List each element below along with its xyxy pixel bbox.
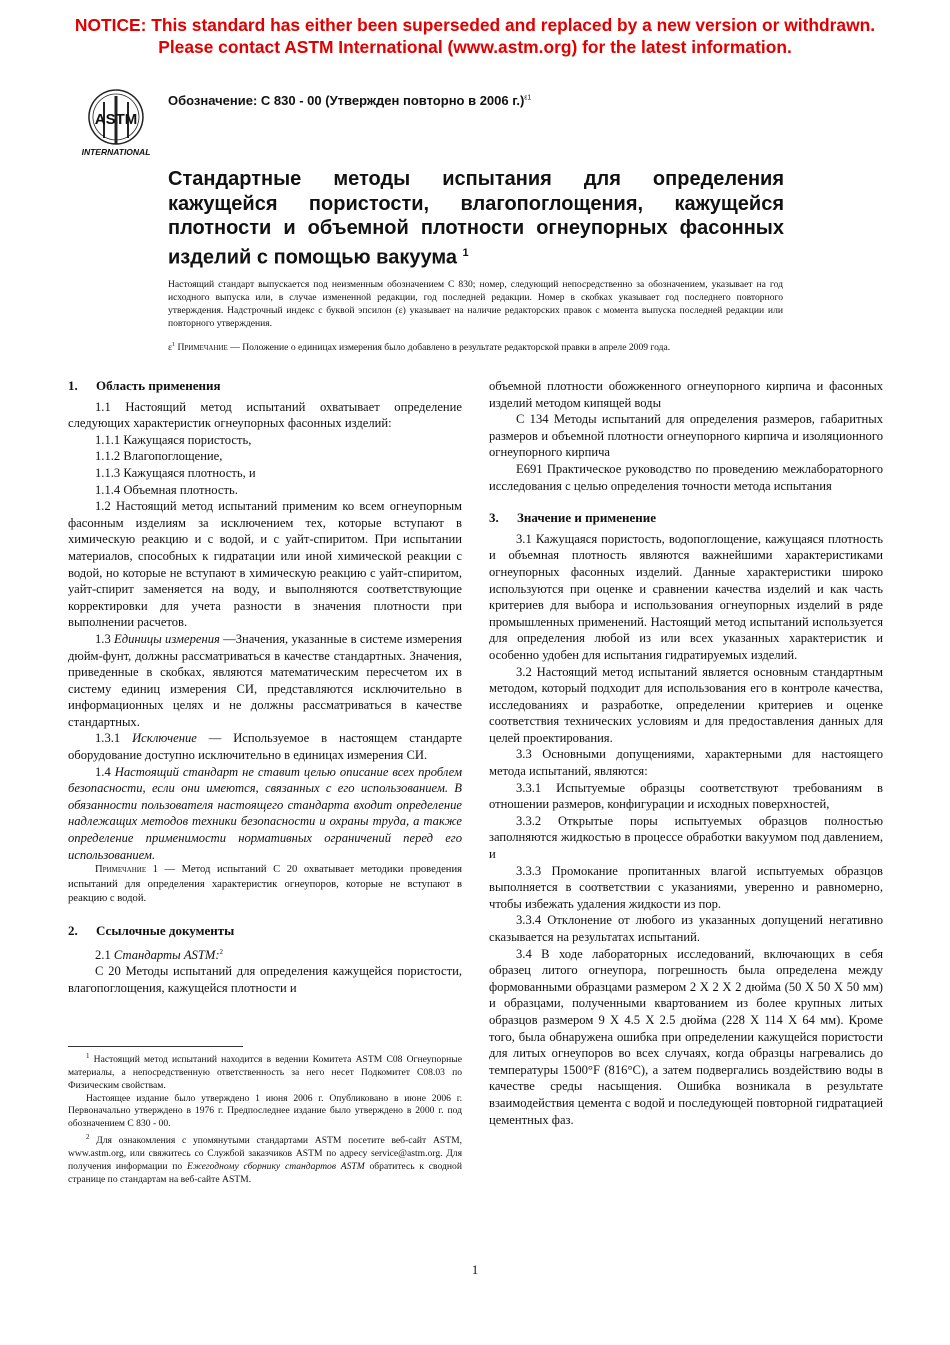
section-2-heading: 2. Ссылочные документы — [68, 923, 235, 938]
svg-text:ASTM: ASTM — [94, 111, 138, 128]
paragraph-3-4: 3.4 В ходе лабораторных исследований, включающих в себя образец литого огнеупора, погрешность была определена между формованными образцами размером 2 X 2 X 2 дюйма (50 X 50 X 50 мм) и образцами, полученными квартованием из более крупных литых образцов размером 9 X 4.5 X 2.5 дюйма (228 X 114 X 64 мм). Кроме того, была обнаружена ошибка при определении кажущейся пористости для литых огнеупоров во всех случаях, когда образцы нагревались до температуры 1500°F (816°C), а затем подвергались воздействию воды в качестве среды насыщения. Ошибка возникала в результате взаимодействия цемента с водой и последующей повторной гидратацией цементных фаз. — [489, 946, 883, 1127]
list-item: 1.1.3 Кажущаяся плотность, и — [95, 465, 256, 480]
editorial-note: $\varepsilon^1$ Примечание — Положение о единицах измерения было добавлено в результате редакторской правки в апреле 2009 года. — [168, 342, 671, 354]
paragraph-3-3: 3.3 Основными допущениями, характерными для настоящего метода испытаний, являются: — [489, 747, 883, 779]
footnote-divider — [68, 1046, 243, 1047]
left-column — [68, 378, 462, 997]
list-item: 1.1.2 Влагопоглощение, — [95, 449, 223, 464]
notice-banner — [0, 14, 950, 58]
paragraph-3-3-4: 3.3.4 Отклонение от любого из указанных допущений негативно сказывается на результатах испытаний. — [489, 913, 883, 944]
paragraph-3-3-1: 3.3.1 Испытуемые образцы соответствуют требованиям в отношении размеров, конфигурации и исходных поверхностей, — [489, 780, 883, 812]
section-3-heading: 3. Значение и применение — [489, 510, 657, 526]
footnotes — [68, 1050, 462, 1186]
reference-continuation: объемной плотности обожженного огнеупорного кирпича и фасонных изделий методом кипящей воды — [489, 379, 883, 410]
paragraph-1-1: 1.1 Настоящий метод испытаний охватывает определение следующих характеристик огнеупорных фасонных изделий: — [68, 399, 462, 431]
reference-c134: С 134 Методы испытаний для определения размеров, габаритных размеров и объемной плотности огнеупорного кирпича и изоляционного огнеупорного кирпича — [489, 412, 883, 460]
designation: Обозначение: С 830 - 00 (Утвержден повторно в 2006 г.)$^{\varepsilon 1}$ — [168, 93, 532, 108]
paragraph-1-4: 1.4 Настоящий стандарт не ставит целью описание всех проблем безопасности, если они имеются, связанных с его использованием. В обязанности пользователя настоящего стандарта входит определение надлежащих методов техники безопасности и охраны труда, а также определение применимости нормативных ограничений перед его использованием. — [68, 764, 462, 862]
paragraph-3-1: 3.1 Кажущаяся пористость, водопоглощение, кажущаяся плотность и объемная плотность являются важнейшими характеристиками огнеупорных фасонных изделий. Данные характеристики широко используются при оценке и сравнении качества изделий и как часть критериев для выбора и использования огнеупорных изделий в ряде промышленных применений. Настоящий метод испытаний используется для определения любой из или всех указанных характеристик и особенно удобен для испытания гидратируемых изделий. — [489, 531, 883, 662]
right-column — [489, 378, 883, 1128]
note-1: Примечание 1 — Метод испытаний С 20 охватывает методики проведения испытаний для определения характеристик огнеупоров, которые не вступают в реакцию с водой. — [68, 864, 462, 905]
paragraph-2-1: 2.1 Стандарты ASTM:$^2$ — [95, 947, 224, 962]
footnote-1b: Настоящее издание было утверждено 1 июня 2006 г. Опубликовано в июне 2006 г. Первоначально утверждено в 1976 г. Предпоследнее издание было утверждено в 2000 г. под обозначением С 830 - 00. — [68, 1092, 462, 1130]
astm-logo-icon — [74, 88, 158, 158]
reference-c20: С 20 Методы испытаний для определения кажущейся пористости, влагопоглощения, кажущейся плотности и — [68, 964, 462, 995]
notice-line-2: Please contact ASTM International (www.astm.org) for the latest information. — [158, 37, 792, 57]
list-item: 1.1.1 Кажущаяся пористость, — [95, 432, 252, 447]
paragraph-3-2: 3.2 Настоящий метод испытаний является основным стандартным методом, который подходит для использования его в контроле качества, исследованиях и разработке, определении критериев и оценке соответствия технических условиям и для предоставления данных для целей проектирования. — [489, 664, 883, 745]
document-title: Стандартные методы испытания для определения кажущейся пористости, влагопоглощения, кажущейся плотности и объемной плотности огнеупорных фасонных изделий с помощью вакуума $^1$ — [168, 168, 784, 269]
svg-text:INTERNATIONAL: INTERNATIONAL — [81, 147, 151, 157]
paragraph-1-2: 1.2 Настоящий метод испытаний применим ко всем огнеупорным фасонным изделиям за исключением тех, которые вступают в химическую реакцию и с водой, и с уайт-спиритом. При испытании материалов, способных к гидратации или иной химической реакции с водой, но которые не вступают в химическую реакцию с уайт-спиритом, уайт-спирит заменяется на воду, и выполняются соответствующие корректировки для учета разности в значения плотности при выполнении расчетов. — [68, 499, 462, 630]
intro-paragraph: Настоящий стандарт выпускается под неизменным обозначением С 830; номер, следующий непосредственно за обозначением, указывает на год исходного выпуска или, в случае измененной редакции, год последней редакции. Номер в скобках указывает год последнего повторного утверждения. Надстрочный индекс с буквой эпсилон (ε) указывает на наличие редакторских правок с момента выпуска последней редакции или повторного утверждения. — [168, 279, 783, 329]
paragraph-1-3-1: 1.3.1 Исключение — Используемое в настоящем стандарте оборудование доступно исключительно в единицах измерения СИ. — [68, 731, 462, 763]
page-number: 1 — [471, 1263, 479, 1277]
footnote-1: $^1$ Настоящий метод испытаний находится в ведении Комитета ASTM С08 Огнеупорные материалы, а непосредственную ответственность за него несет Подкомитет С08.03 по Физическим свойствам. — [68, 1052, 462, 1091]
list-item: 1.1.4 Объемная плотность. — [95, 482, 238, 497]
paragraph-1-3: 1.3 Единицы измерения —Значения, указанные в системе измерения дюйм-фунт, должны рассматриваться в качестве стандартных. Значения, приведенные в скобках, являются математическим пересчетом их в систему единиц измерения СИ, представляются исключительно в информационных целях и не должны рассматриваться в качестве стандартных. — [68, 631, 463, 729]
footnote-2: $^2$ Для ознакомления с упомянутыми стандартами ASTM посетите веб-сайт ASTM, www.astm.org, или свяжитесь со Службой заказчиков ASTM по адресу service@astm.org. Для получения информации по Ежегодному сборнику стандартов ASTM обратитесь к сводной странице по стандартам на веб-сайте ASTM. — [68, 1132, 462, 1185]
paragraph-3-3-2: 3.3.2 Открытые поры испытуемых образцов полностью заполняются жидкостью в процессе обработки вакуумом под давлением, и — [489, 813, 883, 862]
section-1-heading: 1. Область применения — [68, 378, 221, 393]
notice-line-1: NOTICE: This standard has either been superseded and replaced by a new version or withdrawn. — [74, 15, 876, 35]
paragraph-3-3-3: 3.3.3 Промокание пропитанных влагой испытуемых образцов выполняется в соответствии с указаниями, уверенно и равномерно, чтобы избежать удаления жидкости из пор. — [489, 863, 883, 911]
reference-e691: Е691 Практическое руководство по проведению межлабораторного исследования с целью определения точности метода испытания — [489, 461, 883, 493]
